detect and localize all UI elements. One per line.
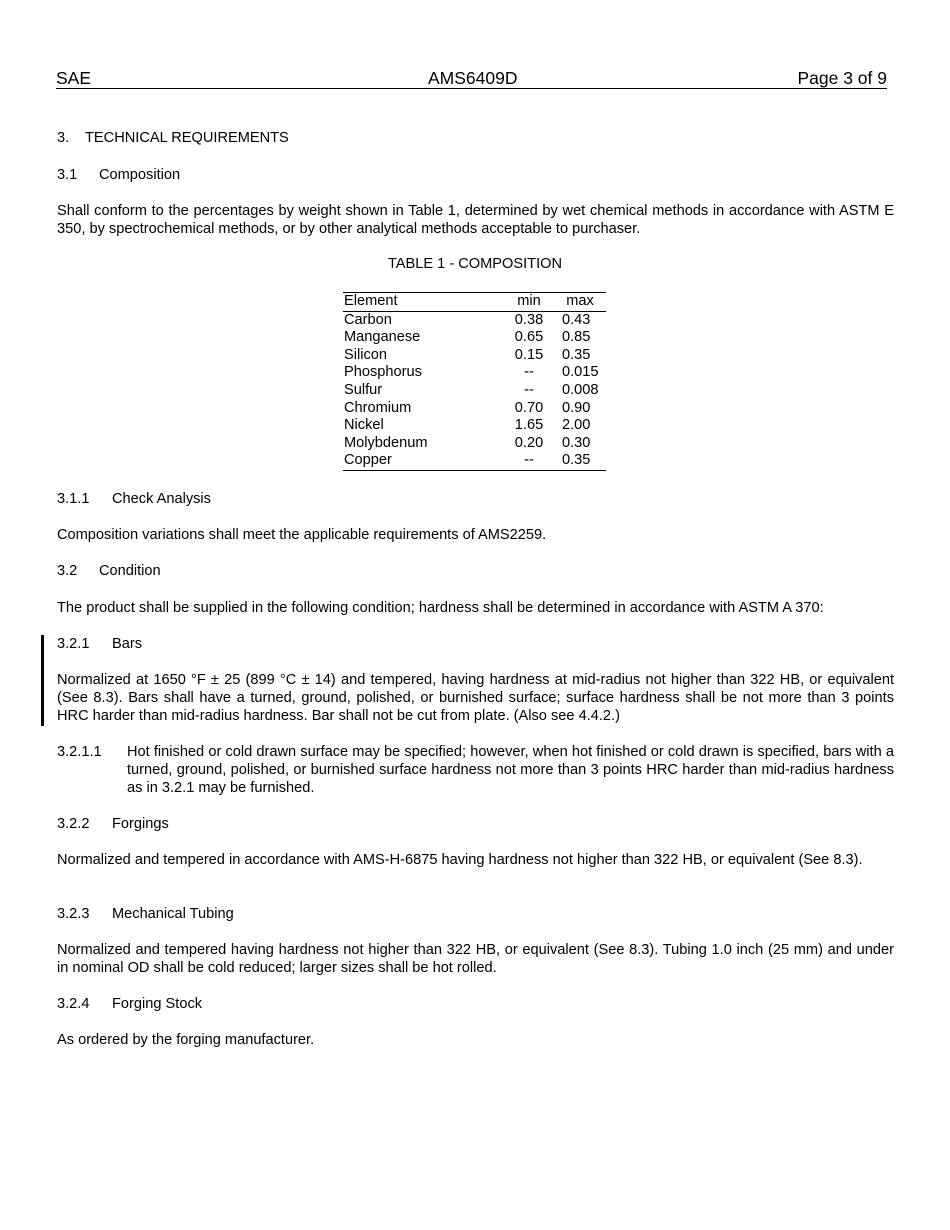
section-title: Bars <box>112 636 143 652</box>
section-number: 3.2 <box>57 563 78 579</box>
header-max: max <box>554 293 606 312</box>
table-row <box>343 364 606 382</box>
section-3-1-1-heading <box>57 490 211 508</box>
header-page-number: Page 3 of 9 <box>797 68 887 88</box>
cell-max: 2.00 <box>562 417 591 434</box>
table-row <box>343 311 606 329</box>
section-3-2-body: The product shall be supplied in the following condition; hardness shall be determined in accordance with ASTM A 370: <box>57 600 824 616</box>
section-3-2-heading <box>57 562 161 580</box>
section-title: Check Analysis <box>112 491 211 507</box>
cell-max: 0.008 <box>562 381 599 398</box>
section-3-heading <box>57 129 289 147</box>
section-number: 3.2.4 <box>57 996 90 1012</box>
section-number: 3. <box>57 130 70 146</box>
cell-element: Sulfur <box>344 381 383 398</box>
header-doc-number: AMS6409D <box>428 68 518 88</box>
section-number: 3.1 <box>57 167 78 183</box>
header-org: SAE <box>56 68 92 88</box>
section-title: TECHNICAL REQUIREMENTS <box>85 130 289 146</box>
cell-max: 0.43 <box>562 311 591 328</box>
cell-max: 0.85 <box>562 329 591 346</box>
section-number: 3.2.2 <box>57 816 90 832</box>
section-3-2-1-body: Normalized at 1650 °F ± 25 (899 °C ± 14) and tempered, having hardness at mid-radius not higher than 322 HB, or equivalent (See 8.3). Bars shall have a turned, ground, polished, or burnished surface; surface hardness shall be not more than 3 points HRC harder than mid-radius hardness. Bar shall not be cut from plate. (Also see 4.4.2.) <box>57 672 894 724</box>
section-title: Mechanical Tubing <box>112 906 234 922</box>
cell-element: Phosphorus <box>344 364 422 381</box>
cell-max: 0.30 <box>562 434 591 451</box>
section-3-2-3-body: Normalized and tempered having hardness not higher than 322 HB, or equivalent (See 8.3). Tubing 1.0 inch (25 mm) and under in nominal OD shall be cold reduced; larger sizes shall be hot rolled. <box>57 942 894 976</box>
section-title: Forging Stock <box>112 996 203 1012</box>
section-3-2-1-1 <box>57 743 894 797</box>
cell-max: 0.35 <box>562 346 591 363</box>
section-number: 3.2.1.1 <box>57 744 102 760</box>
section-number: 3.2.3 <box>57 906 90 922</box>
section-number: 3.2.1 <box>57 636 90 652</box>
cell-max: 0.35 <box>554 452 606 470</box>
cell-min: -- <box>524 364 534 381</box>
section-title: Forgings <box>112 816 169 832</box>
cell-max: 0.90 <box>562 399 591 416</box>
cell-min: 0.38 <box>514 311 544 328</box>
cell-element: Molybdenum <box>344 434 428 451</box>
section-3-2-4-body: As ordered by the forging manufacturer. <box>57 1032 315 1048</box>
table-row <box>343 382 606 400</box>
cell-element: Chromium <box>344 399 412 416</box>
header-element: Element <box>343 293 504 312</box>
page-header <box>56 68 887 89</box>
cell-max: 0.015 <box>562 364 599 381</box>
table-row <box>343 435 606 453</box>
section-3-2-1-heading <box>57 635 142 653</box>
cell-min: 0.20 <box>514 434 544 451</box>
section-3-1-body: Shall conform to the percentages by weight shown in Table 1, determined by wet chemical methods in accordance with ASTM E 350, by spectrochemical methods, or by other analytical methods acceptable to purchaser. <box>57 203 894 237</box>
section-3-1-heading <box>57 166 180 184</box>
cell-element: Copper <box>343 452 504 470</box>
table-header-row <box>343 293 606 312</box>
table-row <box>343 452 606 470</box>
table-row <box>343 329 606 347</box>
table-row <box>343 400 606 418</box>
cell-min: 0.65 <box>514 329 544 346</box>
revision-change-bar <box>41 635 44 726</box>
cell-min: 1.65 <box>514 417 544 434</box>
composition-table <box>343 292 606 471</box>
section-3-2-3-heading <box>57 905 234 923</box>
cell-min: -- <box>524 381 534 398</box>
section-number: 3.1.1 <box>57 491 90 507</box>
cell-min: 0.15 <box>514 346 544 363</box>
section-title: Composition <box>99 167 181 183</box>
section-3-2-4-heading <box>57 995 202 1013</box>
section-3-2-1-1-body: Hot finished or cold drawn surface may be specified; however, when hot finished or cold drawn is specified, bars with a turned, ground, polished, or burnished surface hardness not more than 3 points HRC harder than mid-radius hardness as in 3.2.1 may be furnished. <box>127 744 894 796</box>
section-3-1-1-body: Composition variations shall meet the applicable requirements of AMS2259. <box>57 527 547 543</box>
cell-element: Nickel <box>344 417 384 434</box>
section-3-2-2-body: Normalized and tempered in accordance with AMS-H-6875 having hardness not higher than 322 HB, or equivalent (See 8.3). <box>57 852 863 868</box>
header-min: min <box>504 293 554 312</box>
cell-min: 0.70 <box>514 399 544 416</box>
table-caption: TABLE 1 - COMPOSITION <box>387 256 563 272</box>
cell-element: Manganese <box>344 329 421 346</box>
section-3-2-2-heading <box>57 815 169 833</box>
table-row <box>343 417 606 435</box>
table-row <box>343 347 606 365</box>
cell-min: -- <box>504 452 554 470</box>
cell-element: Carbon <box>344 311 392 328</box>
cell-element: Silicon <box>344 346 387 363</box>
section-title: Condition <box>99 563 161 579</box>
